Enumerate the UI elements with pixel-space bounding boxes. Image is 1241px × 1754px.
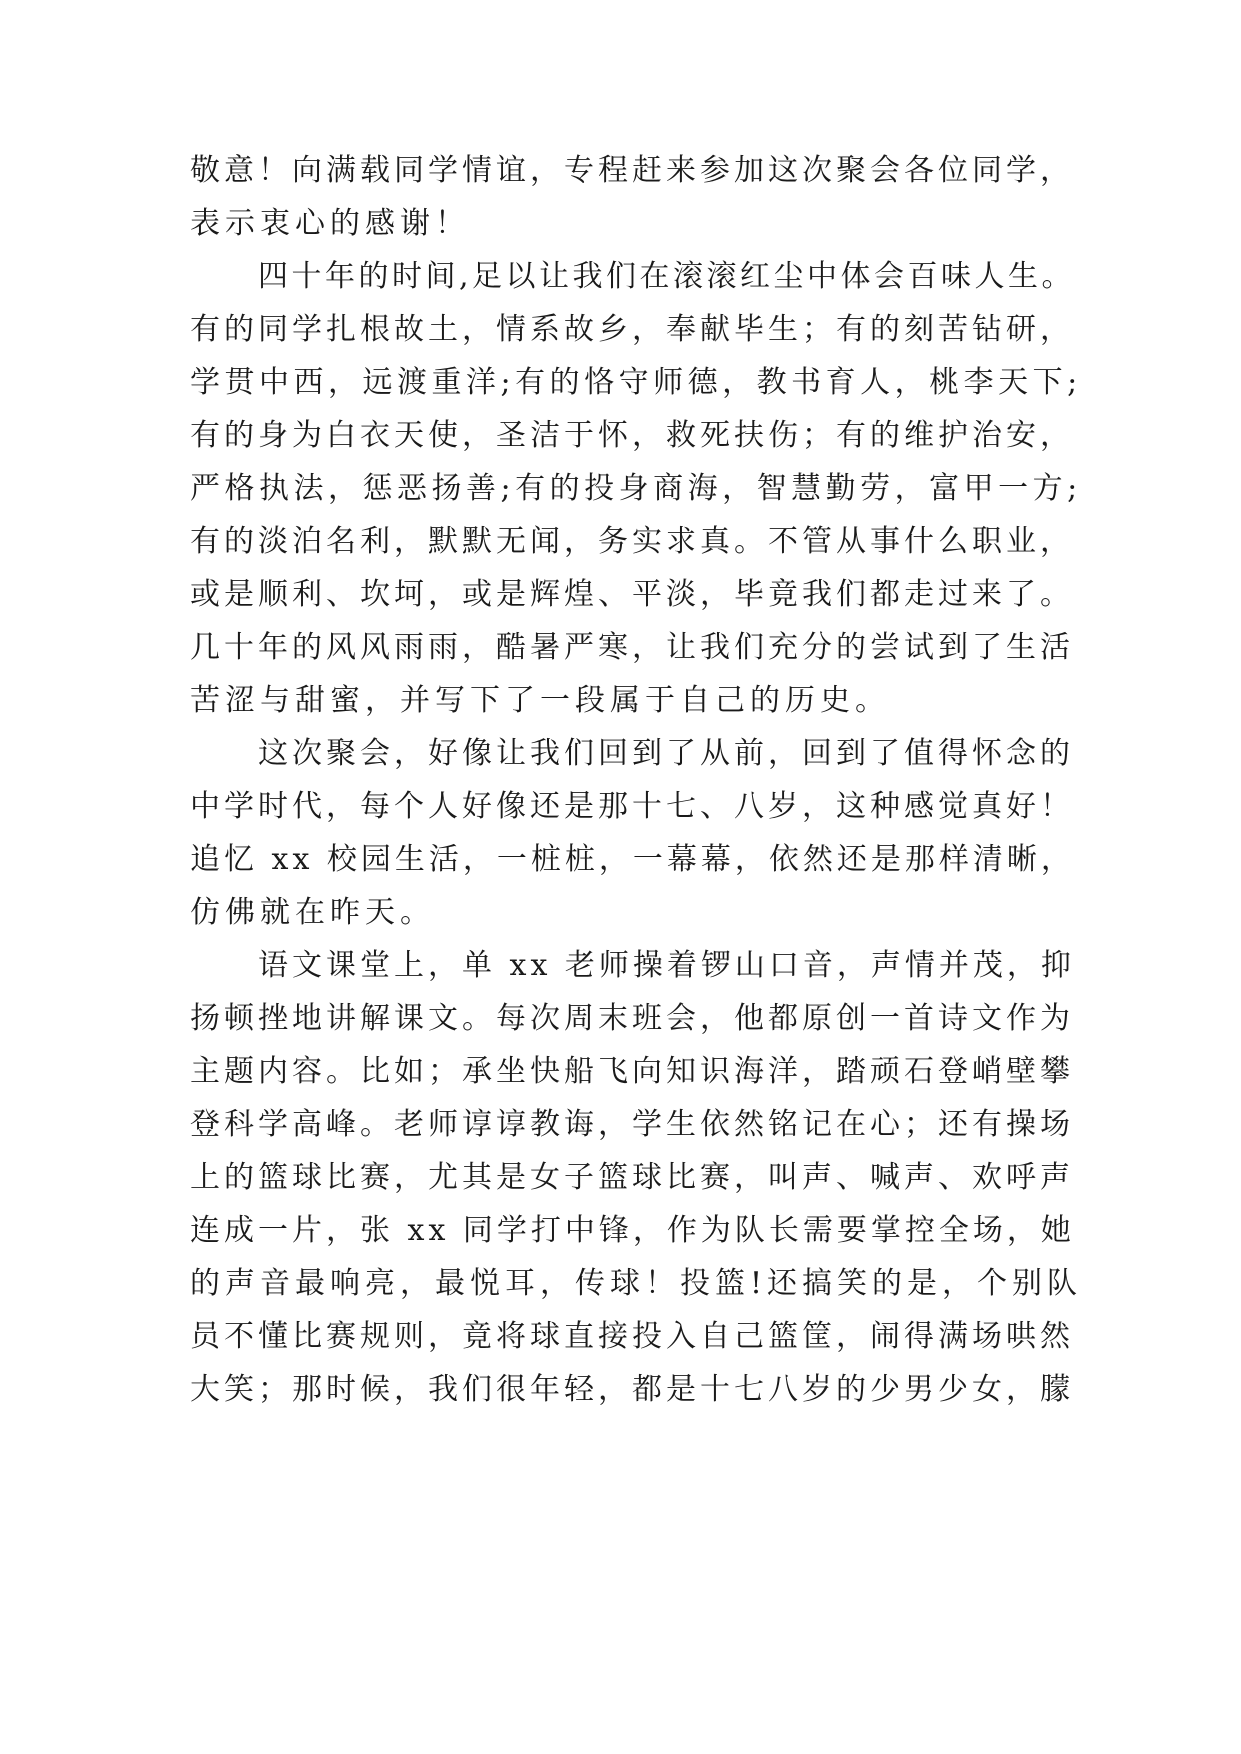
text-line: 严格执法，惩恶扬善;有的投身商海，智慧勤劳，富甲一方;	[190, 471, 1082, 506]
text-line: 连成一片，张 xx 同学打中锋，作为队长需要掌控全场，她	[190, 1213, 1075, 1248]
text-line: 主题内容。比如；承坐快船飞向知识海洋，踏顽石登峭壁攀	[190, 1054, 1074, 1089]
text-line: 敬意！向满载同学情谊，专程赶来参加这次聚会各位同学，	[190, 153, 1074, 188]
paragraph-first-line: 四十年的时间,足以让我们在滚滚红尘中体会百味人生。	[258, 259, 1076, 294]
text-line: 有的同学扎根故土，情系故乡，奉献毕生；有的刻苦钻研，	[190, 312, 1074, 347]
text-line: 表示衷心的感谢！	[190, 206, 470, 241]
text-line: 苦涩与甜蜜，并写下了一段属于自己的历史。	[190, 683, 890, 718]
text-line: 有的身为白衣天使，圣洁于怀，救死扶伤；有的维护治安，	[190, 418, 1074, 453]
text-line: 或是顺利、坎坷，或是辉煌、平淡，毕竟我们都走过来了。	[190, 577, 1074, 612]
text-line: 员不懂比赛规则，竟将球直接投入自己篮筐，闹得满场哄然	[190, 1319, 1074, 1354]
text-line: 有的淡泊名利，默默无闻，务实求真。不管从事什么职业，	[190, 524, 1074, 559]
paragraph-first-line: 语文课堂上，单 xx 老师操着锣山口音，声情并茂，抑	[258, 948, 1075, 983]
text-line: 学贯中西，远渡重洋;有的恪守师德，教书育人，桃李天下;	[190, 365, 1082, 400]
paragraph-first-line: 这次聚会，好像让我们回到了从前，回到了值得怀念的	[258, 736, 1074, 771]
text-line: 几十年的风风雨雨，酷暑严寒，让我们充分的尝试到了生活	[190, 630, 1074, 665]
text-line: 追忆 xx 校园生活，一桩桩，一幕幕，依然还是那样清晰，	[190, 842, 1075, 877]
text-line: 登科学高峰。老师谆谆教诲，学生依然铭记在心；还有操场	[190, 1107, 1074, 1142]
text-line: 扬顿挫地讲解课文。每次周末班会，他都原创一首诗文作为	[190, 1001, 1074, 1036]
text-line: 大笑；那时候，我们很年轻，都是十七八岁的少男少女，朦	[190, 1372, 1074, 1407]
text-line: 仿佛就在昨天。	[190, 895, 435, 930]
text-line: 上的篮球比赛，尤其是女子篮球比赛，叫声、喊声、欢呼声	[190, 1160, 1074, 1195]
text-line: 的声音最响亮，最悦耳，传球！投篮!还搞笑的是，个别队	[190, 1266, 1083, 1301]
text-line: 中学时代，每个人好像还是那十七、八岁，这种感觉真好！	[190, 789, 1074, 824]
